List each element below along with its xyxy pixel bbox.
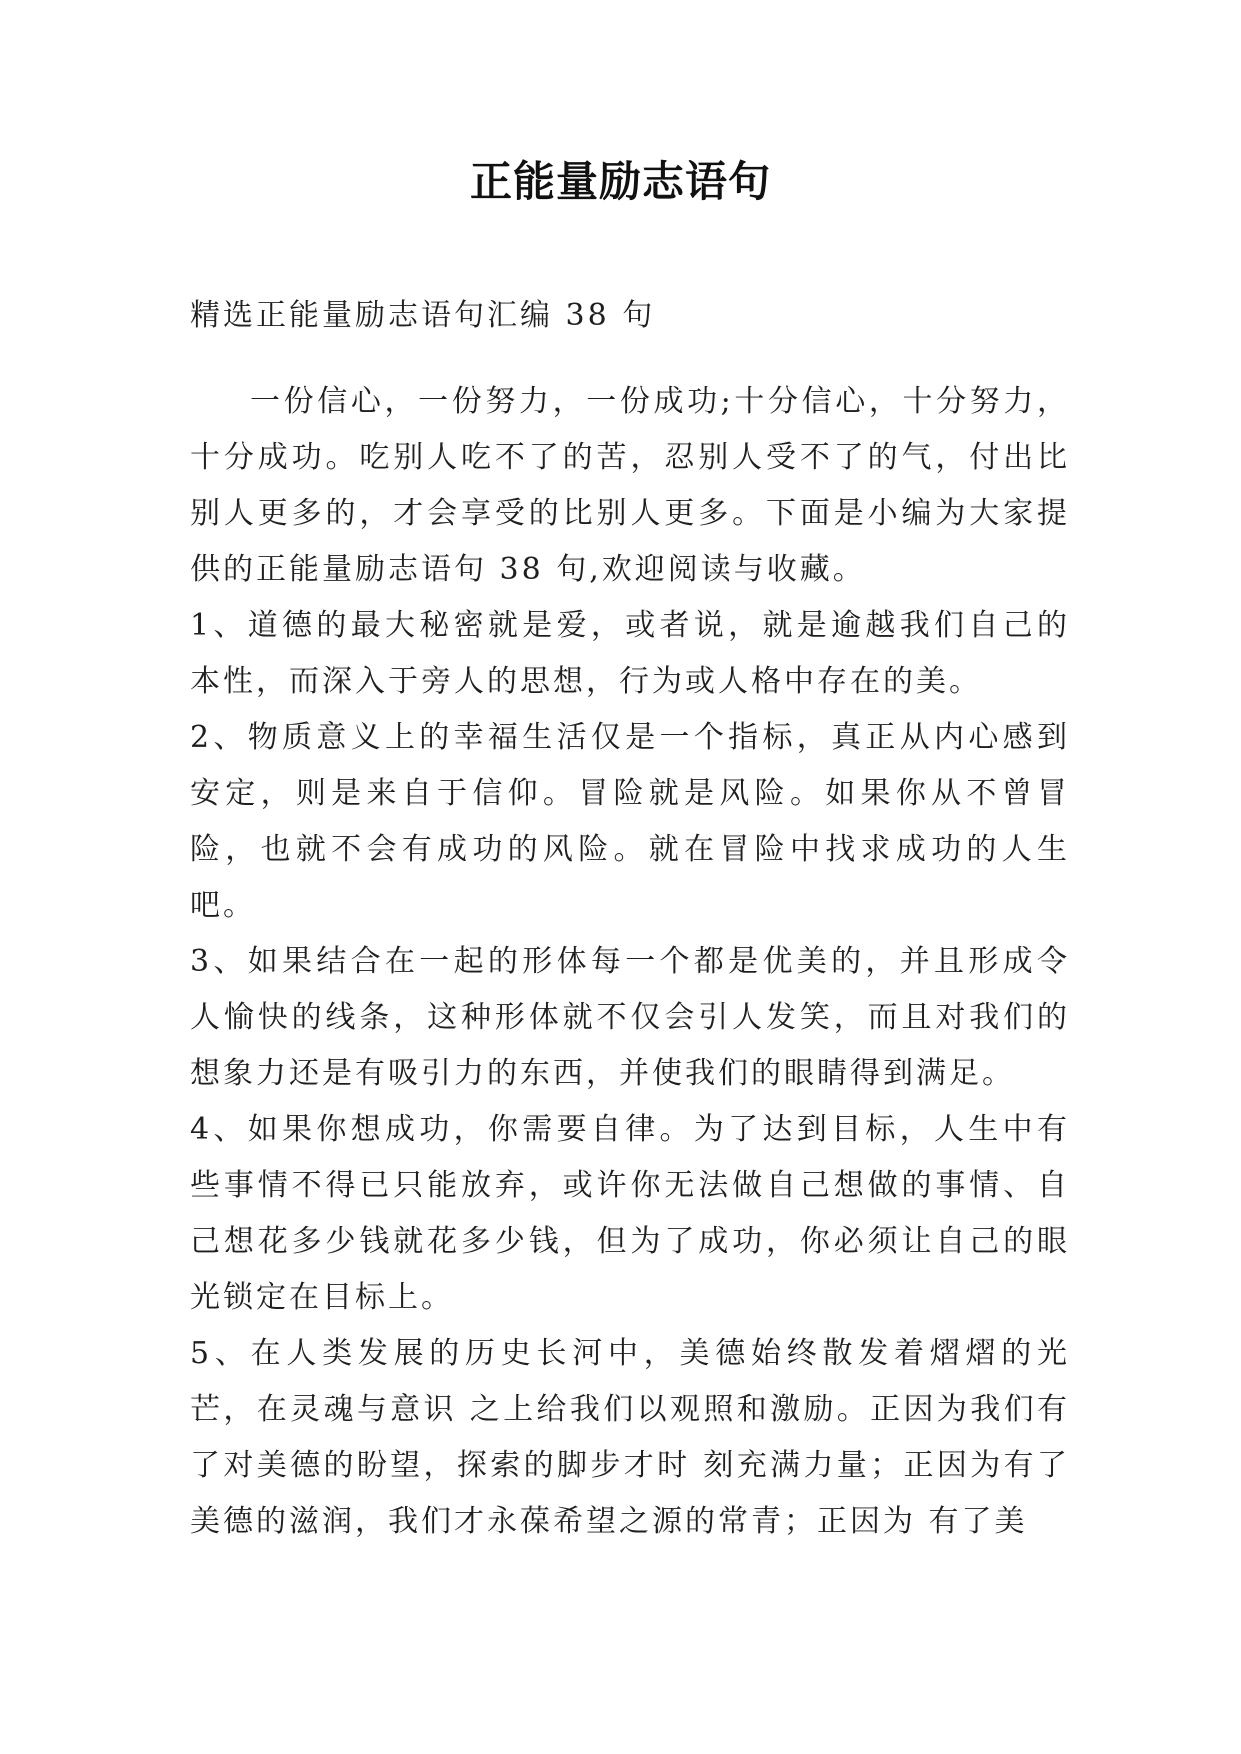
document-body bbox=[190, 288, 1070, 1550]
intro-paragraph: 一份信心，一份努力，一份成功;十分信心，十分努力，十分成功。吃别人吃不了的苦，忍别人受不了的气，付出比别人更多的，才会享受的比别人更多。下面是小编为大家提供的正能量励志语句 38 句,欢迎阅读与收藏。 bbox=[190, 384, 1070, 587]
document-subtitle: 精选正能量励志语句汇编 38 句 bbox=[190, 298, 656, 333]
list-item: 5、在人类发展的历史长河中，美德始终散发着熠熠的光芒，在灵魂与意识 之上给我们以观照和激励。正因为我们有了对美德的盼望，探索的脚步才时 刻充满力量；正因为有了美德的滋润，我们才永葆希望之源的常青；正因为 有了美 bbox=[190, 1336, 1070, 1539]
list-item: 3、如果结合在一起的形体每一个都是优美的，并且形成令人愉快的线条，这种形体就不仅会引人发笑，而且对我们的想象力还是有吸引力的东西，并使我们的眼睛得到满足。 bbox=[190, 944, 1070, 1091]
list-item: 4、如果你想成功，你需要自律。为了达到目标，人生中有些事情不得已只能放弃，或许你无法做自己想做的事情、自己想花多少钱就花多少钱，但为了成功，你必须让自己的眼光锁定在目标上。 bbox=[190, 1112, 1070, 1315]
document-title: 正能量励志语句 bbox=[469, 157, 771, 206]
list-item: 1、道德的最大秘密就是爱，或者说，就是逾越我们自己的本性，而深入于旁人的思想，行为或人格中存在的美。 bbox=[190, 608, 1070, 699]
list-item: 2、物质意义上的幸福生活仅是一个指标，真正从内心感到安定，则是来自于信仰。冒险就是风险。如果你从不曾冒险，也就不会有成功的风险。就在冒险中找求成功的人生吧。 bbox=[190, 720, 1070, 923]
